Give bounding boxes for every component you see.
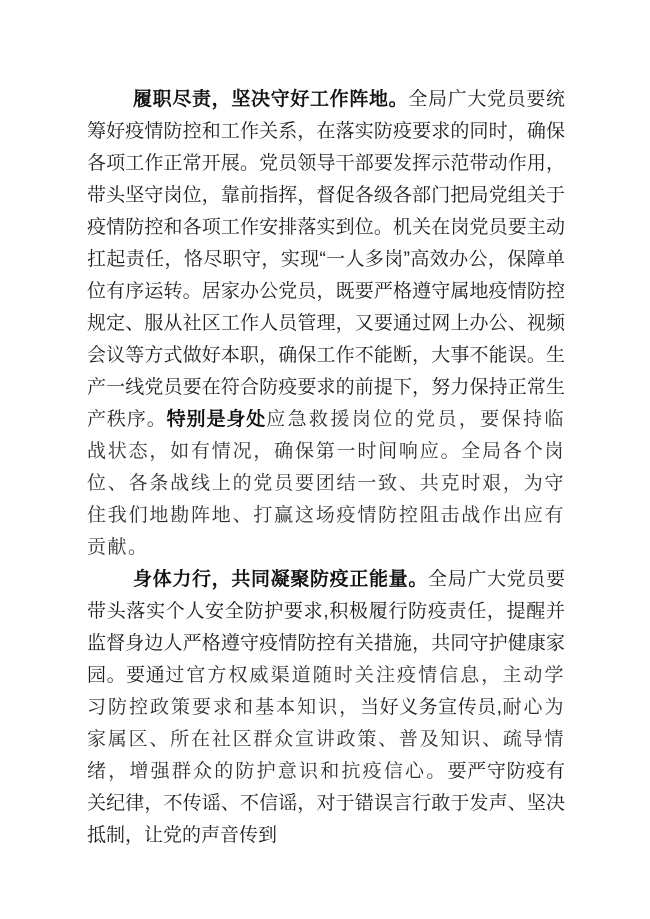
paragraph-action — [87, 564, 565, 852]
paragraph-duty-kaiti-passage: 应急救援岗位的党员，要保持临战状态，如有情况，确保第一时间响应。全局各个岗位、各条战线上的党员要团结一致、共克时艰，为守住我们地勘阵地、打赢这场疫情防控阻击战作出应有贡献。 — [87, 409, 565, 558]
paragraph-action-propaganda: 当好义务宣传员, — [360, 697, 502, 718]
paragraph-duty — [87, 84, 565, 564]
paragraph-action-lead-bold: 身体力行，共同凝聚防疫正能量。 — [133, 569, 428, 590]
paragraph-action-kaiti-passage-2: 耐心为家属区、所在社区群众宣讲政策、普及知识、疏导情绪，增强群众的防护意识和抗疫信心。 — [87, 697, 565, 782]
paragraph-action-kaiti-passage-1: 过官方权威渠道随时关注疫情信息，主动学习防控政策要求和基本知识， — [87, 665, 565, 718]
paragraph-duty-lead-bold: 履职尽责，坚决守好工作阵地。 — [133, 89, 409, 110]
paragraph-action-connector: 要通 — [126, 665, 166, 686]
document-text-block — [87, 84, 565, 852]
paragraph-duty-emphasis-bold: 特别是身处 — [166, 409, 267, 430]
paragraph-duty-body: 全局广大党员要统筹好疫情防控和工作关系，在落实防疫要求的同时，确保各项工作正常开展。党员领导干部要发挥示范带动作用，带头坚守岗位，靠前指挥，督促各级各部门把局党组关于疫情防控和各项工作安排落实到位。机关在岗党员要主动扛起责任，恪尽职守，实现“一人多岗”高效办公，保障单位有序运转。居家办公党员，既要严格遵守属地疫情防控规定、服从社区工作人员管理，又要通过网上办公、视频会议等方式做好本职，确保工作不能断，大事不能误。生产一线党员要在符合防疫要求的前提下，努力保持正常生产秩序。 — [87, 89, 565, 430]
paragraph-action-discipline: 要严守防疫有关纪律，不传谣、不信谣，对于错误言行敢于发声、坚决抵制，让党的声音传到 — [87, 761, 565, 846]
paragraph-action-body: 全局广大党员要带头落实个人安全防护要求,积极履行防疫责任，提醒并监督身边人严格遵守疫情防控有关措施，共同守护健康家园。 — [87, 569, 565, 686]
